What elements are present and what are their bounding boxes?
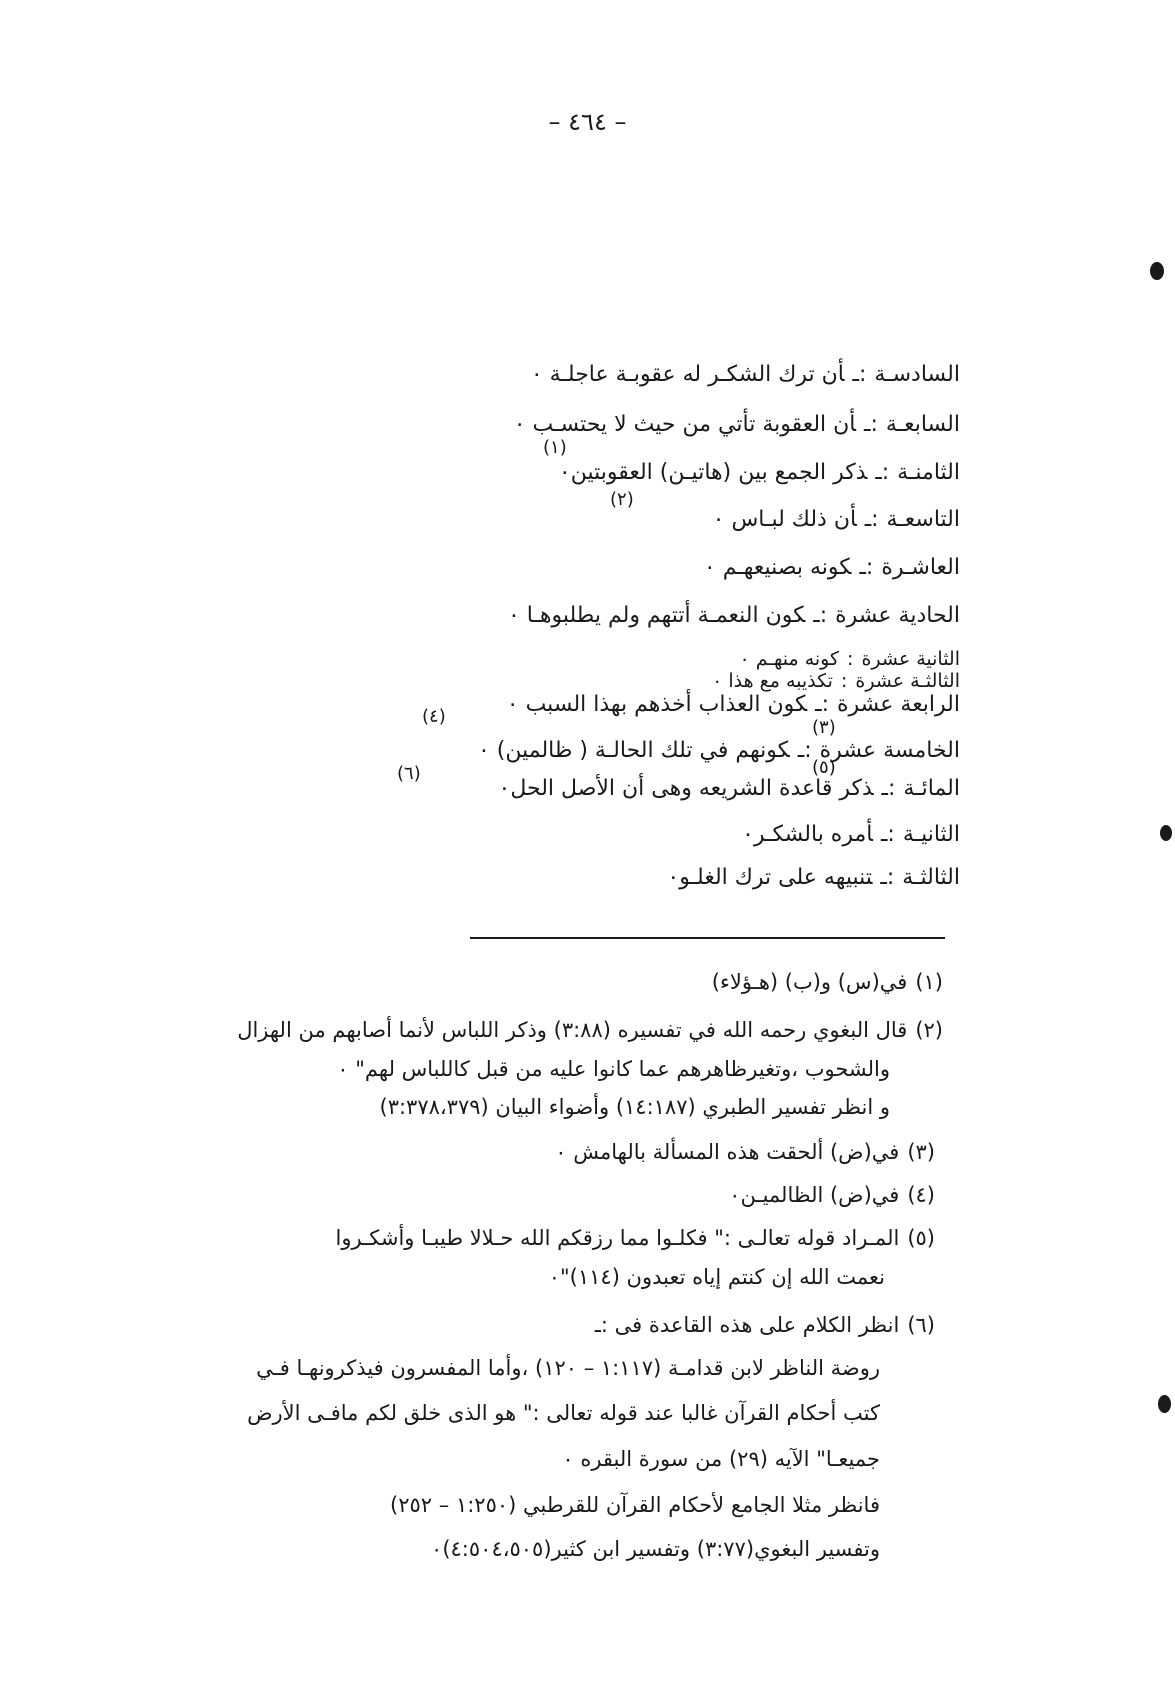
footnote-line: قال البغوي رحمه الله في تفسيره (٣:٨٨) وذكر اللباس لأنما أصابهم من الهزال: [237, 1018, 908, 1042]
footnote-number: (٣): [907, 1140, 935, 1164]
item-separator: :: [847, 648, 854, 670]
list-item: [507, 692, 960, 717]
footnote-line: روضة الناظر لابن قدامـة (١:١١٧ – ١٢٠) ،وأما المفسرون فيذكرونهـا فـي: [256, 1356, 880, 1380]
footnote-line: نعمت الله إن كنتم إياه تعبدون (١١٤)"٠: [548, 1265, 885, 1289]
list-item: [742, 822, 960, 847]
list-item: [508, 603, 960, 628]
item-separator: :ـ: [797, 738, 812, 763]
item-separator: :ـ: [880, 822, 895, 847]
footnote-number: (١): [915, 970, 943, 994]
item-label: السابعـة: [885, 412, 960, 437]
footnote-ref: (٤): [422, 706, 446, 727]
scan-speck: [1160, 825, 1172, 841]
item-text: كون العذاب أخذهم بهذا السبب ٠: [506, 692, 808, 717]
list-item: [712, 670, 960, 692]
item-label: الثامنـة: [897, 460, 960, 485]
footnote-line: جميعـا" الآيه (٢٩) من سورة البقره ٠: [562, 1447, 880, 1471]
footnote-line: انظر الكلام على هذه القاعدة فى :ـ: [594, 1313, 900, 1337]
footnote-line: في(ض) ألحقت هذه المسألة بالهامش ٠: [555, 1140, 900, 1164]
list-item: [531, 362, 960, 387]
footnote: [555, 1140, 935, 1164]
footnote-line: في(س) و(ب) (هـؤلاء): [711, 970, 908, 994]
list-item: [559, 460, 960, 485]
footnote-ref: (١): [543, 437, 567, 458]
footnote-line: كتب أحكام القرآن غالبا عند قوله تعالى :" هو الذى خلق لكم مافـى الأرض: [247, 1401, 880, 1425]
footnote-ref: (٣): [812, 717, 836, 738]
item-label: المائـة: [903, 776, 960, 801]
list-item: [667, 865, 960, 890]
item-label: التاسعـة: [886, 507, 960, 532]
footnote-ref: (٢): [610, 489, 634, 510]
item-label: الخامسة عشرة: [819, 738, 960, 763]
list-item: [740, 648, 960, 670]
item-label: الثالثـة عشرة: [855, 670, 960, 692]
item-text: ذكر قاعدة الشريعه وهى أن الأصل الحل٠: [498, 776, 874, 801]
item-text: كونهم في تلك الحالـة ( ظالمين) ٠: [477, 738, 790, 763]
footnote-ref: (٦): [397, 763, 421, 784]
footnote-line: والشحوب ،وتغيرظاهرهم عما كانوا عليه من قبل كاللباس لهم" ٠: [337, 1057, 890, 1081]
footnote: [712, 970, 943, 994]
item-separator: :: [840, 670, 848, 692]
item-separator: :ـ: [815, 692, 829, 717]
page-number: – ٤٦٤ –: [548, 108, 627, 136]
footnote-number: (٦): [907, 1313, 935, 1337]
footnote-line: فانظر مثلا الجامع لأحكام القرآن للقرطبي (١:٢٥٠ – ٢٥٢): [390, 1493, 880, 1517]
item-text: أن ذلك لبـاس ٠: [712, 507, 857, 532]
item-label: الرابعة عشرة: [836, 692, 960, 717]
footnote: [729, 1183, 935, 1207]
item-label: الثالثـة: [902, 865, 960, 890]
scan-speck: [1150, 262, 1164, 280]
item-text: تنبيهه على ترك الغلـو٠: [667, 865, 873, 890]
item-separator: :ـ: [875, 460, 890, 485]
footnote-line: وتفسير البغوي(٣:٧٧) وتفسير ابن كثير(٤:٥٠٤،٥٠٥)٠: [431, 1537, 880, 1561]
item-text: ذكر الجمع بين (هاتيـن) العقوبتين٠: [558, 460, 868, 485]
list-item: [713, 507, 960, 532]
item-label: السادسـة: [874, 362, 960, 387]
scan-speck: [1158, 1395, 1171, 1413]
item-label: العاشـرة: [881, 555, 960, 580]
item-label: الثانية عشرة: [861, 648, 960, 670]
footnote-line: و انظر تفسير الطبري (١٤:١٨٧) وأضواء البيان (٣:٣٧٨،٣٧٩): [379, 1095, 890, 1119]
item-separator: :ـ: [864, 507, 879, 532]
list-item: [499, 776, 960, 801]
item-text: تكذيبه مع هذا ٠: [712, 670, 833, 692]
item-text: أن ترك الشكـر له عقوبـة عاجلـة ٠: [530, 362, 845, 387]
footnote-number: (٢): [915, 1018, 943, 1042]
list-item: [514, 412, 960, 437]
item-text: كون النعمـة أتتهم ولم يطلبوهـا ٠: [507, 603, 806, 628]
footnote: [336, 1226, 935, 1250]
footnote-ref: (٥): [812, 757, 836, 778]
item-separator: :ـ: [859, 555, 874, 580]
footnote: [237, 1018, 943, 1042]
item-separator: :ـ: [881, 776, 896, 801]
item-text: أن العقوبة تأتي من حيث لا يحتسـب ٠: [513, 412, 857, 437]
item-separator: :ـ: [880, 865, 895, 890]
item-text: كونه بصنيعهـم ٠: [703, 555, 852, 580]
footnote-number: (٥): [907, 1226, 935, 1250]
item-separator: :ـ: [864, 412, 878, 437]
footnote-number: (٤): [907, 1183, 935, 1207]
footnote-line: في(ض) الظالميـن٠: [729, 1183, 900, 1207]
item-label: الثانيـة: [902, 822, 960, 847]
footnote: [595, 1313, 935, 1337]
footnote-line: المـراد قوله تعالـى :" فكلـوا مما رزقكم الله حـلالا طيبـا وأشكـروا: [335, 1226, 900, 1250]
item-text: كونه منهـم ٠: [739, 648, 840, 670]
footnote-divider: [470, 937, 945, 939]
item-separator: :ـ: [813, 603, 828, 628]
item-text: أمره بالشكـر٠: [742, 822, 873, 847]
item-separator: :ـ: [852, 362, 867, 387]
list-item: [478, 738, 960, 763]
list-item: [704, 555, 960, 580]
item-label: الحادية عشرة: [835, 603, 960, 628]
